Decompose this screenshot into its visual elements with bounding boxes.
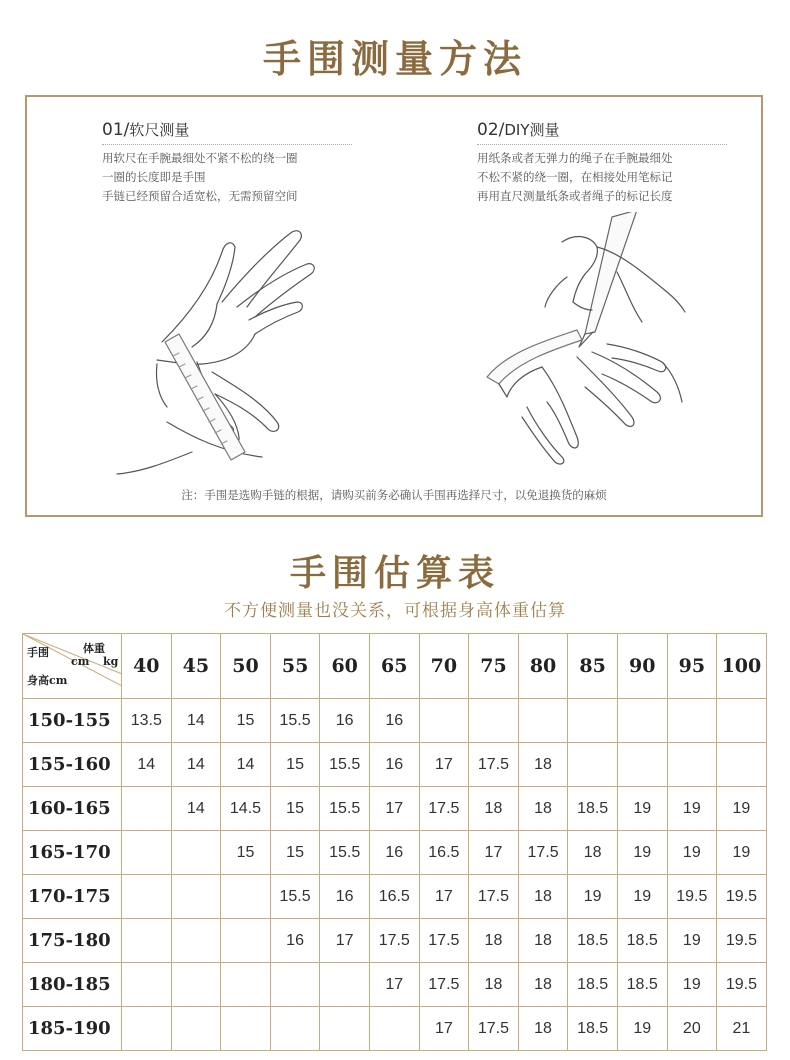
wrist-size-cell: 21 — [717, 1007, 767, 1051]
wrist-size-cell: 17 — [320, 919, 370, 963]
wrist-size-cell — [369, 1007, 419, 1051]
wrist-size-cell: 18 — [518, 787, 568, 831]
desc-line: 用纸条或者无弹力的绳子在手腕最细处 — [477, 151, 673, 165]
wrist-size-cell: 18 — [518, 963, 568, 1007]
wrist-size-cell: 14.5 — [221, 787, 271, 831]
wrist-size-cell: 16 — [320, 875, 370, 919]
step-number: 02/ — [477, 120, 505, 140]
step-header — [477, 119, 727, 145]
weight-header: 45 — [171, 634, 221, 699]
wrist-size-cell: 18 — [518, 1007, 568, 1051]
weight-header: 80 — [518, 634, 568, 699]
wrist-size-cell: 14 — [171, 699, 221, 743]
wrist-size-cell: 18.5 — [568, 787, 618, 831]
wrist-size-cell: 20 — [667, 1007, 717, 1051]
table-corner-cell — [23, 634, 122, 699]
wrist-size-cell: 19.5 — [717, 963, 767, 1007]
wrist-size-cell: 19 — [617, 875, 667, 919]
table-row — [23, 1007, 767, 1051]
step-description — [477, 149, 727, 206]
corner-label-wrist: 手围 — [27, 646, 49, 659]
wrist-size-cell: 15.5 — [320, 743, 370, 787]
desc-line: 再用直尺测量纸条或者绳子的标记长度 — [477, 189, 673, 203]
wrist-size-cell — [617, 699, 667, 743]
corner-label-weight: 体重 — [83, 642, 105, 655]
corner-label-height: 身高cm — [27, 674, 68, 687]
weight-header: 70 — [419, 634, 469, 699]
wrist-size-cell: 15.5 — [320, 831, 370, 875]
wrist-size-cell: 17 — [369, 787, 419, 831]
desc-line: 手链已经预留合适宽松，无需预留空间 — [102, 189, 298, 203]
wrist-size-cell: 18 — [568, 831, 618, 875]
wrist-size-cell: 17 — [419, 875, 469, 919]
wrist-size-cell: 19 — [617, 1007, 667, 1051]
wrist-size-cell: 14 — [171, 743, 221, 787]
height-range-cell: 160-165 — [23, 787, 122, 831]
step-soft-ruler — [102, 119, 352, 206]
desc-line: 用软尺在手腕最细处不紧不松的绕一圈 — [102, 151, 298, 165]
desc-line: 不松不紧的绕一圈，在相接处用笔标记 — [477, 170, 673, 184]
step-header — [102, 119, 352, 145]
table-row — [23, 699, 767, 743]
wrist-size-cell: 17.5 — [518, 831, 568, 875]
table-row — [23, 963, 767, 1007]
section-title: 手围估算表 — [289, 552, 500, 594]
weight-header: 65 — [369, 634, 419, 699]
weight-header: 60 — [320, 634, 370, 699]
wrist-size-cell: 17.5 — [469, 1007, 519, 1051]
wrist-size-cell: 18.5 — [568, 1007, 618, 1051]
table-row — [23, 875, 767, 919]
wrist-size-cell: 15 — [270, 787, 320, 831]
wrist-size-cell: 16.5 — [369, 875, 419, 919]
wrist-size-cell: 17.5 — [419, 963, 469, 1007]
wrist-size-cell — [717, 743, 767, 787]
weight-header: 100 — [717, 634, 767, 699]
wrist-size-cell: 18 — [469, 963, 519, 1007]
height-range-cell: 170-175 — [23, 875, 122, 919]
wrist-size-cell: 15.5 — [270, 875, 320, 919]
wrist-size-cell: 19 — [717, 787, 767, 831]
step-number: 01/ — [102, 120, 130, 140]
table-header-row — [23, 634, 767, 699]
wrist-size-cell: 15.5 — [320, 787, 370, 831]
wrist-size-cell: 18 — [518, 919, 568, 963]
weight-header: 90 — [617, 634, 667, 699]
wrist-size-cell — [171, 963, 221, 1007]
wrist-size-cell: 18 — [518, 875, 568, 919]
height-range-cell: 185-190 — [23, 1007, 122, 1051]
wrist-size-cell: 17 — [369, 963, 419, 1007]
corner-label-cm: cm — [71, 655, 90, 668]
corner-labels — [23, 634, 121, 698]
wrist-size-cell — [518, 699, 568, 743]
height-range-cell: 165-170 — [23, 831, 122, 875]
wrist-size-cell: 19 — [667, 831, 717, 875]
wrist-size-cell: 16.5 — [419, 831, 469, 875]
wrist-size-cell: 15 — [270, 743, 320, 787]
wrist-size-cell: 17.5 — [419, 919, 469, 963]
wrist-size-cell: 15 — [221, 699, 271, 743]
table-row — [23, 919, 767, 963]
wrist-size-cell — [320, 963, 370, 1007]
wrist-size-cell: 16 — [270, 919, 320, 963]
wrist-size-cell: 18 — [469, 919, 519, 963]
wrist-size-cell: 14 — [122, 743, 172, 787]
wrist-size-cell: 17.5 — [369, 919, 419, 963]
wrist-size-cell: 17.5 — [419, 787, 469, 831]
weight-header: 55 — [270, 634, 320, 699]
wrist-size-cell: 19 — [667, 787, 717, 831]
wrist-size-cell — [568, 743, 618, 787]
measure-method-panel — [25, 95, 763, 517]
weight-header: 40 — [122, 634, 172, 699]
height-range-cell: 155-160 — [23, 743, 122, 787]
height-range-cell: 180-185 — [23, 963, 122, 1007]
page-title: 手围测量方法 — [262, 36, 527, 81]
table-row — [23, 743, 767, 787]
wrist-size-cell — [171, 1007, 221, 1051]
wrist-size-table — [22, 633, 767, 1051]
wrist-size-cell — [122, 1007, 172, 1051]
step-title: 软尺测量 — [129, 121, 190, 139]
wrist-size-cell — [221, 875, 271, 919]
wrist-size-cell: 19.5 — [717, 875, 767, 919]
table-row — [23, 831, 767, 875]
wrist-size-cell — [221, 963, 271, 1007]
wrist-size-cell: 18.5 — [568, 963, 618, 1007]
wrist-size-cell — [419, 699, 469, 743]
corner-label-kg: kg — [103, 655, 119, 668]
wrist-size-cell — [617, 743, 667, 787]
wrist-size-cell — [320, 1007, 370, 1051]
weight-header: 75 — [469, 634, 519, 699]
wrist-size-cell: 16 — [369, 743, 419, 787]
desc-line: 一圈的长度即是手围 — [102, 170, 206, 184]
wrist-size-cell — [122, 875, 172, 919]
wrist-size-cell — [171, 831, 221, 875]
step-diy — [477, 119, 727, 206]
wrist-size-cell: 16 — [369, 831, 419, 875]
wrist-size-cell — [122, 787, 172, 831]
wrist-size-cell: 19 — [717, 831, 767, 875]
wrist-size-cell: 18.5 — [568, 919, 618, 963]
wrist-size-cell: 16 — [320, 699, 370, 743]
diy-paper-strip-illustration — [467, 212, 687, 477]
wrist-size-cell: 17 — [419, 743, 469, 787]
wrist-size-cell: 16 — [369, 699, 419, 743]
wrist-size-cell — [270, 963, 320, 1007]
wrist-size-cell: 19 — [617, 787, 667, 831]
wrist-size-cell — [171, 919, 221, 963]
wrist-size-cell — [270, 1007, 320, 1051]
table-row — [23, 787, 767, 831]
wrist-size-cell: 19 — [667, 963, 717, 1007]
weight-header: 50 — [221, 634, 271, 699]
wrist-size-cell — [667, 699, 717, 743]
wrist-size-cell: 17.5 — [469, 875, 519, 919]
wrist-size-cell — [122, 831, 172, 875]
wrist-size-cell: 14 — [171, 787, 221, 831]
height-range-cell: 150-155 — [23, 699, 122, 743]
section-subtitle: 不方便测量也没关系，可根据身高体重估算 — [224, 601, 566, 621]
wrist-size-cell: 14 — [221, 743, 271, 787]
wrist-size-cell: 17 — [469, 831, 519, 875]
wrist-size-cell — [469, 699, 519, 743]
wrist-size-cell — [667, 743, 717, 787]
height-range-cell: 175-180 — [23, 919, 122, 963]
wrist-size-cell — [568, 699, 618, 743]
wrist-size-cell: 15.5 — [270, 699, 320, 743]
measure-note: 注：手围是选购手链的根据，请购买前务必确认手围再选择尺寸，以免退换货的麻烦 — [181, 488, 607, 502]
wrist-size-cell: 19 — [568, 875, 618, 919]
wrist-size-cell: 15 — [270, 831, 320, 875]
wrist-size-cell — [122, 919, 172, 963]
wrist-size-cell: 18.5 — [617, 919, 667, 963]
weight-header: 95 — [667, 634, 717, 699]
wrist-size-cell — [717, 699, 767, 743]
wrist-size-cell — [171, 875, 221, 919]
tape-measure-hand-illustration — [97, 212, 327, 477]
wrist-size-cell: 13.5 — [122, 699, 172, 743]
wrist-size-cell: 19 — [667, 919, 717, 963]
step-description — [102, 149, 352, 206]
wrist-size-cell: 19.5 — [717, 919, 767, 963]
wrist-size-cell: 19 — [617, 831, 667, 875]
wrist-size-cell — [221, 1007, 271, 1051]
wrist-size-cell: 15 — [221, 831, 271, 875]
wrist-size-cell: 17.5 — [469, 743, 519, 787]
wrist-size-cell: 18 — [518, 743, 568, 787]
wrist-size-cell: 18.5 — [617, 963, 667, 1007]
wrist-size-cell: 17 — [419, 1007, 469, 1051]
weight-header: 85 — [568, 634, 618, 699]
wrist-size-cell: 18 — [469, 787, 519, 831]
wrist-size-cell — [122, 963, 172, 1007]
wrist-size-cell — [221, 919, 271, 963]
step-title: DIY测量 — [504, 121, 560, 139]
wrist-size-cell: 19.5 — [667, 875, 717, 919]
